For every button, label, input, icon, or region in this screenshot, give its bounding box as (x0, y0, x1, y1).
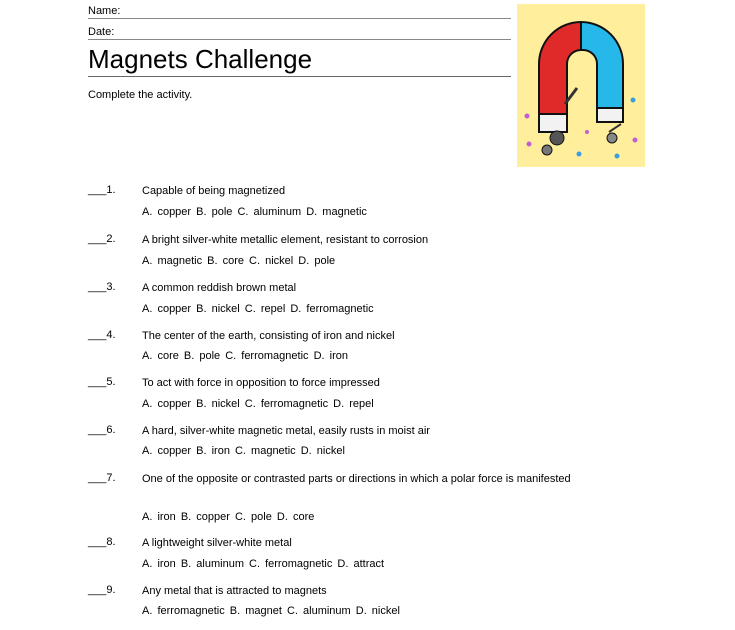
answer-blank[interactable]: ___3. (88, 281, 116, 293)
answer-choices: A. copper B. nickel C. ferromagnetic D. repel (142, 398, 374, 410)
answer-blank[interactable]: ___4. (88, 329, 116, 341)
page-title: Magnets Challenge (88, 42, 511, 77)
question-text: To act with force in opposition to force impressed (142, 377, 380, 389)
answer-blank[interactable]: ___1. (88, 184, 116, 196)
answer-choices: A. copper B. pole C. aluminum D. magnetic (142, 206, 367, 218)
answer-blank[interactable]: ___6. (88, 424, 116, 436)
question-text: One of the opposite or contrasted parts or directions in which a polar force is manifested (142, 473, 571, 485)
question-text: A lightweight silver-white metal (142, 537, 292, 549)
answer-choices: A. iron B. aluminum C. ferromagnetic D. attract (142, 558, 385, 570)
question-text: A hard, silver-white magnetic metal, easily rusts in moist air (142, 425, 430, 437)
question-text: The center of the earth, consisting of iron and nickel (142, 330, 395, 342)
answer-choices: A. iron B. copper C. pole D. core (142, 511, 315, 523)
instructions: Complete the activity. (88, 89, 193, 101)
question-text: Any metal that is attracted to magnets (142, 585, 327, 597)
name-field[interactable] (88, 4, 511, 19)
question-text: A common reddish brown metal (142, 282, 297, 294)
answer-choices: A. magnetic B. core C. nickel D. pole (142, 255, 336, 267)
answer-choices: A. ferromagnetic B. magnet C. aluminum D. nickel (142, 605, 400, 617)
name-label: Name: (88, 5, 121, 17)
answer-choices: A. copper B. iron C. magnetic D. nickel (142, 445, 345, 457)
question-text: Capable of being magnetized (142, 185, 286, 197)
answer-blank[interactable]: ___2. (88, 233, 116, 245)
answer-choices: A. copper B. nickel C. repel D. ferromagnetic (142, 303, 374, 315)
answer-blank[interactable]: ___8. (88, 536, 116, 548)
question-text: A bright silver-white metallic element, resistant to corrosion (142, 234, 429, 246)
answer-choices: A. core B. pole C. ferromagnetic D. iron (142, 350, 348, 362)
answer-blank[interactable]: ___5. (88, 376, 116, 388)
date-label: Date: (88, 26, 115, 38)
answer-blank[interactable]: ___7. (88, 472, 116, 484)
answer-blank[interactable]: ___9. (88, 584, 116, 596)
horseshoe-magnet-icon (517, 4, 645, 167)
date-field[interactable] (88, 25, 511, 40)
